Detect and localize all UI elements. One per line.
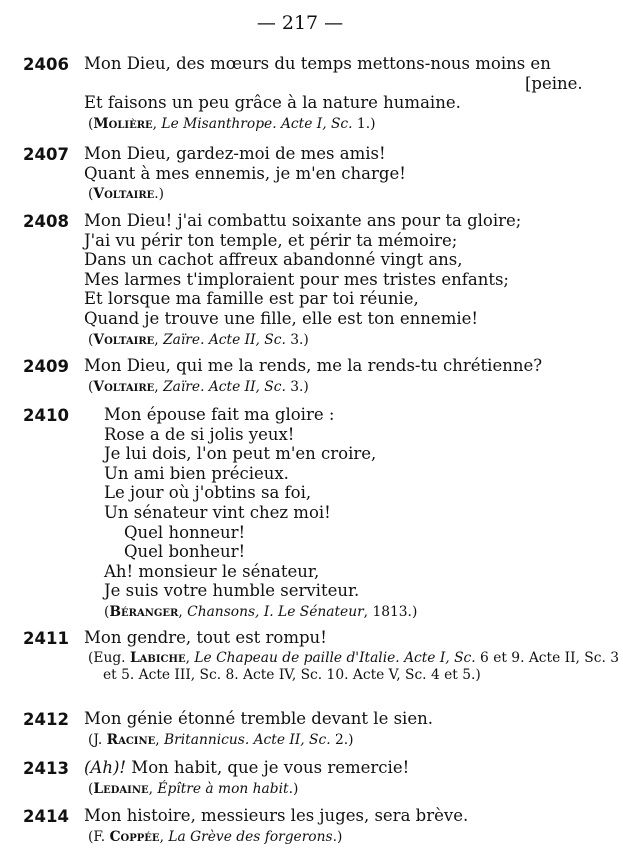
quote-line: Quant à mes ennemis, je m'en charge!	[84, 163, 406, 183]
source-citation: (J. Racine, Britannicus. Acte II, Sc. 2.)	[88, 731, 354, 748]
quote-line: Quel honneur!	[124, 522, 246, 542]
quote-text	[84, 806, 584, 847]
page-number: — 217 —	[256, 12, 344, 34]
quote-line: Mes larmes t'imploraient pour mes tristes enfants;	[84, 269, 509, 289]
quote-text	[84, 709, 584, 750]
source-citation: (Voltaire.)	[88, 186, 165, 203]
quote-line: Rose a de si jolis yeux!	[104, 424, 295, 444]
quote-line: Et lorsque ma famille est par toi réunie,	[84, 289, 419, 309]
quote-line: Mon Dieu! j'ai combattu soixante ans pour ta gloire;	[84, 211, 522, 230]
quote-line: J'ai vu périr ton temple, et périr ta mémoire;	[84, 230, 458, 250]
quote-text	[84, 144, 584, 204]
quote-text	[84, 628, 620, 685]
source-citation: (F. Coppée, La Grève des forgerons.)	[88, 828, 343, 845]
quote-line: Quel bonheur!	[124, 542, 246, 562]
entry-number: 2414	[23, 807, 69, 826]
source-citation: (Molière, Le Misanthrope. Acte I, Sc. 1.)	[88, 115, 376, 132]
quote-line: Je suis votre humble serviteur.	[104, 581, 360, 601]
quote-line: (Ah)! Mon habit, que je vous remercie!	[84, 758, 410, 777]
quote-prefix: (Ah)!	[84, 758, 127, 777]
quote-line: Mon gendre, tout est rompu!	[84, 628, 327, 647]
quote-line-continuation: [peine.	[525, 73, 583, 93]
source-citation: (Eug. Labiche, Le Chapeau de paille d'Italie. Acte I, Sc. 6 et 9. Acte II, Sc. 3 et 5. Acte III, Sc. 8. Acte IV, Sc. 10. Acte V, Sc. 4 et 5.)	[88, 649, 620, 684]
quote-line: Quand je trouve une fille, elle est ton ennemie!	[84, 308, 479, 328]
quote-line: Je lui dois, l'on peut m'en croire,	[104, 444, 377, 464]
quote-line: Mon épouse fait ma gloire :	[104, 405, 335, 424]
entry-number: 2413	[23, 759, 69, 778]
source-citation: (Voltaire, Zaïre. Acte II, Sc. 3.)	[88, 331, 309, 348]
entry-number: 2408	[23, 212, 69, 231]
quote-line: Mon Dieu, gardez-moi de mes amis!	[84, 144, 386, 163]
entry-number: 2406	[23, 55, 69, 74]
entry-number: 2411	[23, 629, 69, 648]
quote-text	[84, 356, 584, 397]
source-citation: (Ledaine, Épître à mon habit.)	[88, 780, 299, 797]
quote-line: Mon Dieu, qui me la rends, me la rends-tu chrétienne?	[84, 356, 543, 375]
source-citation: (Béranger, Chansons, I. Le Sénateur, 1813.)	[104, 603, 418, 620]
quote-text	[84, 758, 584, 799]
entry-number: 2409	[23, 357, 69, 376]
entry-number: 2407	[23, 145, 69, 164]
quote-text	[84, 211, 584, 350]
quote-line: Et faisons un peu grâce à la nature humaine.	[84, 93, 461, 113]
quote-line: Un sénateur vint chez moi!	[104, 502, 331, 522]
source-citation: (Voltaire, Zaïre. Acte II, Sc. 3.)	[88, 378, 309, 395]
quote-line: Le jour où j'obtins sa foi,	[104, 483, 312, 503]
quote-line: Mon histoire, messieurs les juges, sera brève.	[84, 806, 469, 825]
quote-line: Ah! monsieur le sénateur,	[104, 561, 320, 581]
entry-number: 2410	[23, 406, 69, 425]
quote-text	[84, 405, 584, 622]
entry-number: 2412	[23, 710, 69, 729]
quote-text	[84, 54, 584, 134]
quote-line: Mon génie étonné tremble devant le sien.	[84, 709, 433, 728]
quote-line: Mon Dieu, des mœurs du temps mettons-nous moins en	[84, 54, 551, 73]
quote-line: Un ami bien précieux.	[104, 463, 289, 483]
quote-line: Dans un cachot affreux abandonné vingt ans,	[84, 250, 463, 270]
